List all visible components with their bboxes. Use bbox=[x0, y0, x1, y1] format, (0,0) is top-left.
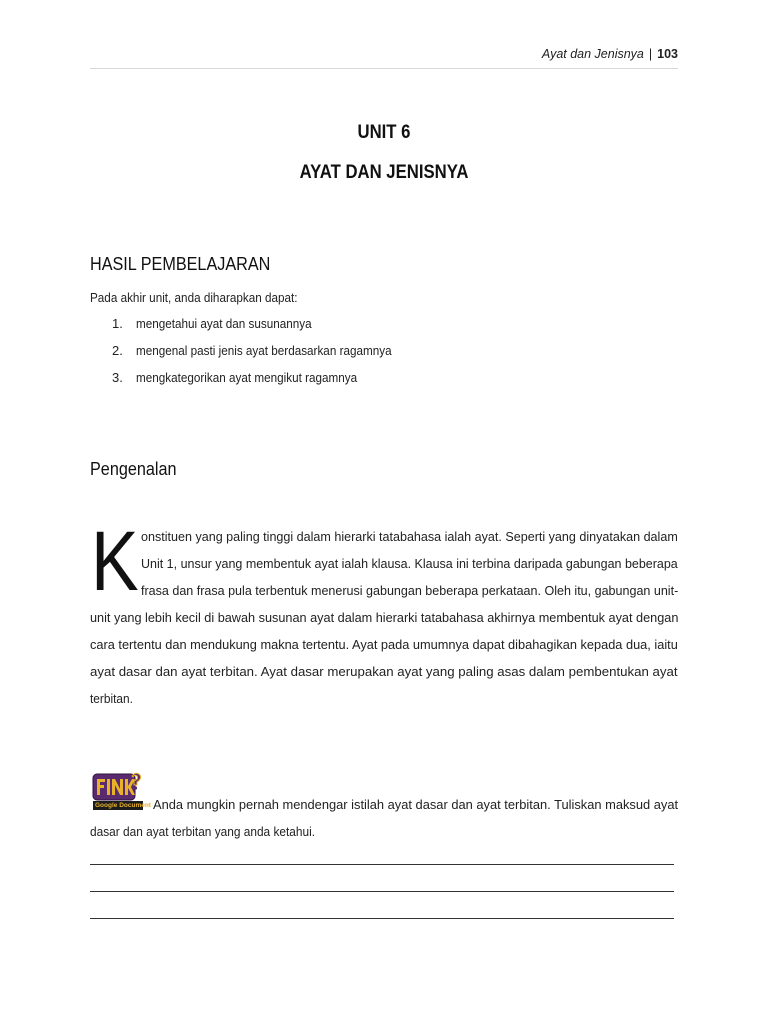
header-divider bbox=[90, 68, 678, 69]
list-item-text: mengetahui ayat dan susunannya bbox=[136, 316, 312, 331]
list-item-number: 1. bbox=[112, 316, 123, 331]
list-item-number: 3. bbox=[112, 370, 123, 385]
paragraph-line: ayat dasar dan ayat terbitan. Ayat dasar merupakan ayat yang paling asas dalam pembentukan ayat bbox=[90, 664, 678, 679]
activity-prompt-line: Anda mungkin pernah mendengar istilah ayat dasar dan ayat terbitan. Tuliskan maksud ayat bbox=[153, 797, 679, 812]
list-item-text: mengenal pasti jenis ayat berdasarkan ragamnya bbox=[136, 343, 392, 358]
paragraph-line: unit yang lebih kecil di bawah susunan ayat dalam hierarki tatabahasa akhirnya membentuk ayat dengan bbox=[90, 610, 679, 625]
running-header bbox=[90, 47, 678, 61]
learning-outcomes-heading: HASIL PEMBELAJARAN bbox=[90, 254, 271, 274]
activity-prompt-line: dasar dan ayat terbitan yang anda ketahui. bbox=[90, 824, 316, 839]
answer-line[interactable] bbox=[90, 864, 674, 865]
page-number: 103 bbox=[657, 47, 678, 61]
answer-line[interactable] bbox=[90, 891, 674, 892]
paragraph-line: Unit 1, unsur yang membentuk ayat ialah klausa. Klausa ini terbina daripada gabungan beberapa bbox=[141, 556, 678, 571]
paragraph-line: terbitan. bbox=[90, 691, 133, 706]
unit-number-title: UNIT 6 bbox=[357, 122, 411, 143]
answer-line[interactable] bbox=[90, 918, 674, 919]
paragraph-line: onstituen yang paling tinggi dalam hierarki tatabahasa ialah ayat. Seperti yang dinyatakan dalam bbox=[141, 529, 678, 544]
list-item-number: 2. bbox=[112, 343, 123, 358]
learning-outcomes-intro: Pada akhir unit, anda diharapkan dapat: bbox=[90, 290, 298, 305]
unit-title: AYAT DAN JENISNYA bbox=[299, 162, 469, 183]
paragraph-line: frasa dan frasa pula terbentuk menerusi gabungan beberapa perkataan. Oleh itu, gabungan unit- bbox=[141, 583, 679, 598]
running-header-title: Ayat dan Jenisnya bbox=[541, 47, 644, 61]
icon-caption: Google Document bbox=[95, 802, 151, 809]
paragraph-line: cara tertentu dan mendukung makna tertentu. Ayat pada umumnya dapat dibahagikan kepada dua, iaitu bbox=[90, 637, 678, 652]
introduction-heading: Pengenalan bbox=[90, 459, 177, 479]
running-header-separator: | bbox=[648, 47, 653, 61]
drop-cap-letter: K bbox=[91, 514, 139, 608]
think-question-icon bbox=[92, 771, 151, 811]
list-item-text: mengkategorikan ayat mengikut ragamnya bbox=[136, 370, 358, 385]
